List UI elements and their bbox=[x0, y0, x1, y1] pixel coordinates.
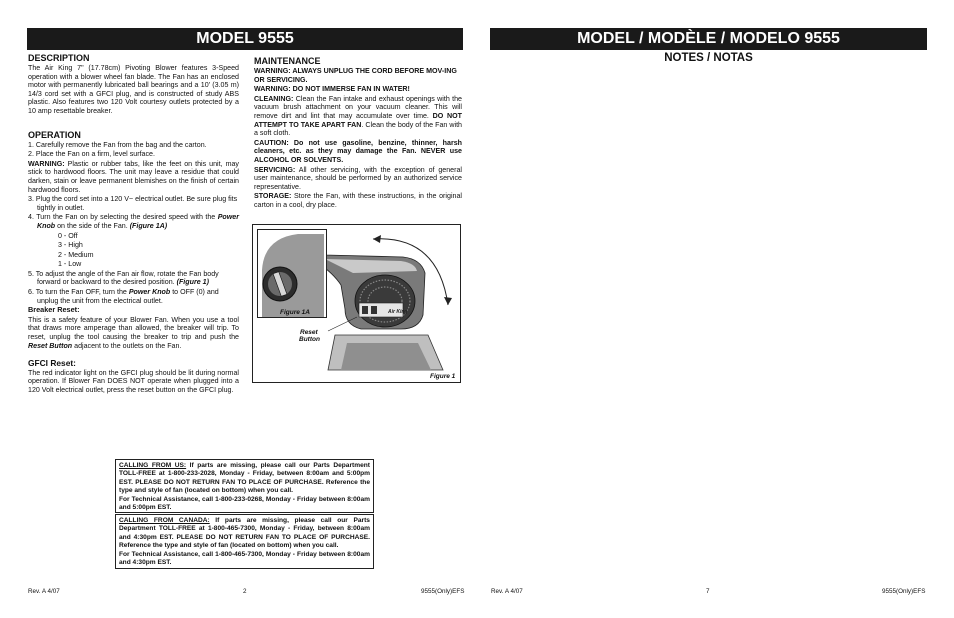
step4-figure-ref: (Figure 1A) bbox=[129, 221, 168, 230]
reset-label-line2: Button bbox=[299, 336, 320, 343]
step6-text-a: 6. To turn the Fan OFF, turn the bbox=[28, 288, 127, 297]
calling-us-text bbox=[119, 462, 370, 496]
maintenance-servicing bbox=[254, 166, 462, 192]
operation-step-2: 2. Place the Fan on a firm, level surface. bbox=[28, 150, 155, 159]
calling-us-tech: For Technical Assistance, call 1-800-233-0268, Monday - Friday between 8:00am and 5:00pm EST. bbox=[119, 495, 370, 512]
maintenance-heading: MAINTENANCE bbox=[254, 56, 321, 66]
brand-logo: Air King bbox=[388, 309, 408, 315]
maintenance-cleaning bbox=[254, 95, 462, 138]
calling-canada-heading: CALLING FROM CANADA: bbox=[119, 517, 210, 524]
figure-1a-label: Figure 1A bbox=[280, 309, 310, 316]
cleaning-bold: DO NOT ATTEMPT TO TAKE APART FAN bbox=[254, 111, 462, 129]
calling-canada-box bbox=[115, 514, 374, 569]
left-footer-rev: Rev. A 4/07 bbox=[28, 588, 60, 595]
servicing-text: All other servicing, with the exception of general user maintenance, should be performed by an authorized service representative. bbox=[254, 165, 462, 191]
operation-step-1: 1. Carefully remove the Fan from the bag and the carton. bbox=[28, 140, 207, 149]
right-footer-rev: Rev. A 4/07 bbox=[491, 588, 523, 595]
gfci-heading: GFCI Reset: bbox=[28, 358, 76, 369]
step4-power-knob: Power Knob bbox=[37, 213, 239, 230]
storage-text: Store the Fan, with these instructions, in the original carton in a cool, dry place. bbox=[254, 192, 462, 209]
step6-text-b: to OFF (0) and unplug the unit from the electrical outlet. bbox=[37, 288, 219, 305]
setting-off: 0 - Off bbox=[58, 231, 78, 240]
breaker-text bbox=[28, 316, 239, 350]
operation-step-3: 3. Plug the cord set into a 120 V~ electrical outlet. Be sure plug fits tightly in outlet. bbox=[28, 195, 238, 212]
operation-warning bbox=[28, 160, 239, 194]
right-footer-page-number: 7 bbox=[706, 588, 710, 595]
step5-figure-ref: (Figure 1) bbox=[176, 278, 209, 287]
figure-1a-inset bbox=[257, 229, 327, 318]
left-page-banner: MODEL 9555 bbox=[27, 28, 463, 50]
servicing-label: SERVICING: bbox=[254, 165, 296, 174]
power-knob-illustration bbox=[258, 230, 326, 317]
step4-text-a: 4. Turn the Fan on by selecting the desired speed with the bbox=[28, 213, 216, 222]
figure-1-box bbox=[252, 224, 461, 383]
calling-us-body: If parts are missing, please call our Parts Department TOLL-FREE at 1-800-233-2028, Monday - Friday, between 8:00am and 5:00pm EST. PLEASE DO NOT RETURN FAN TO PLACE OF PURCHASE. Reference the type and style of fan (located on bottom) when you call. bbox=[119, 462, 370, 495]
breaker-reset-button-ref: Reset Button bbox=[28, 341, 73, 350]
maintenance-column bbox=[254, 56, 462, 211]
breaker-heading: Breaker Reset: bbox=[28, 305, 80, 315]
calling-canada-text bbox=[119, 517, 370, 551]
maintenance-storage bbox=[254, 192, 462, 209]
calling-us-box bbox=[115, 459, 374, 513]
right-page-banner: MODEL / MODÈLE / MODELO 9555 bbox=[490, 28, 927, 50]
operation-step-6 bbox=[28, 288, 239, 305]
notes-title: NOTES / NOTAS bbox=[664, 52, 753, 64]
maintenance-caution: CAUTION: Do not use gasoline, benzine, thinner, harsh cleaners, etc. as they may damage the Fan. NEVER use ALCOHOL OR SOLVENTS. bbox=[254, 138, 462, 164]
right-footer-code: 9555(Only)EFS bbox=[882, 588, 926, 595]
warning-text: Plastic or rubber tabs, like the feet on this unit, may stick to hardwood floors. The unit may leave a residue that could darken, stain or leave permanent blemishes on the finish of certain hardwood floors. bbox=[28, 159, 239, 194]
reset-label-line1: Reset bbox=[300, 329, 318, 336]
description-heading: DESCRIPTION bbox=[28, 53, 90, 63]
breaker-text-b: adjacent to the outlets on the Fan. bbox=[74, 341, 182, 350]
description-text: The Air King 7" (17.78cm) Pivoting Blower features 3-Speed operation with a blower wheel fan blade. The Fan has an enclosed motor with permanently lubricated ball bearings and a 10' (3.05 m) 14/3 cord set with a GFCI plug, and is constructed of study ABS plastic. Also features two 120 Volt courtesy outlets protected by a 10 amp resettable breaker. bbox=[28, 64, 239, 115]
breaker-text-a: This is a safety feature of your Blower Fan. When you use a tool that draws more amperage than allowed, the breaker will trip. To reset, unplug the tool causing the breaker to trip and push the bbox=[28, 315, 239, 342]
left-footer-page-number: 2 bbox=[243, 588, 247, 595]
maintenance-warning-water: WARNING: DO NOT IMMERSE FAN IN WATER! bbox=[254, 85, 410, 94]
cleaning-label: CLEANING: bbox=[254, 94, 294, 103]
operation-heading: OPERATION bbox=[28, 129, 81, 140]
setting-high: 3 - High bbox=[58, 241, 83, 250]
maintenance-warning-unplug: WARNING: ALWAYS UNPLUG THE CORD BEFORE MOV-ING OR SERVICING. bbox=[254, 67, 457, 84]
left-text-column bbox=[28, 53, 239, 396]
cleaning-text-b: . Clean the body of the Fan with a soft cloth. bbox=[254, 120, 462, 138]
figure-1-label: Figure 1 bbox=[430, 373, 456, 380]
calling-canada-tech: For Technical Assistance, call 1-800-465-7300, Monday - Friday between 8:00am and 4:30pm EST. bbox=[119, 550, 370, 567]
step6-power-knob: Power Knob bbox=[128, 288, 171, 297]
step5-text: 5. To adjust the angle of the Fan air flow, rotate the Fan body forward or backward to the desired position. bbox=[28, 269, 219, 287]
cleaning-text-a: Clean the Fan intake and exhaust openings with the vacuum brush attachment on your vacuum cleaner. This will remove dirt and lint that may accumulate over time. bbox=[254, 94, 462, 120]
gfci-text: The red indicator light on the GFCI plug should be lit during normal operation. If Blower Fan DOES NOT operate when plugged into a 120 Volt electrical outlet, press the reset button on the GFCI plug. bbox=[28, 368, 239, 394]
calling-canada-body: If parts are missing, please call our Parts Department TOLL-FREE at 1-800-465-7300, Monday - Friday, between 8:00am and 4:30pm EST. PLEASE DO NOT RETURN FAN TO PLACE OF PURCHASE. Reference the type and style of fan (located on bottom) when you call. bbox=[119, 517, 370, 550]
step4-text-b: on the side of the Fan. bbox=[57, 221, 128, 230]
calling-us-heading: CALLING FROM US: bbox=[119, 462, 187, 469]
setting-medium: 2 - Medium bbox=[58, 250, 94, 259]
warning-label: WARNING: bbox=[28, 159, 65, 168]
setting-low: 1 - Low bbox=[58, 260, 82, 269]
left-footer-code: 9555(Only)EFS bbox=[421, 588, 465, 595]
operation-step-4 bbox=[28, 213, 239, 230]
operation-step-5 bbox=[28, 270, 239, 287]
storage-label: STORAGE: bbox=[254, 192, 292, 201]
